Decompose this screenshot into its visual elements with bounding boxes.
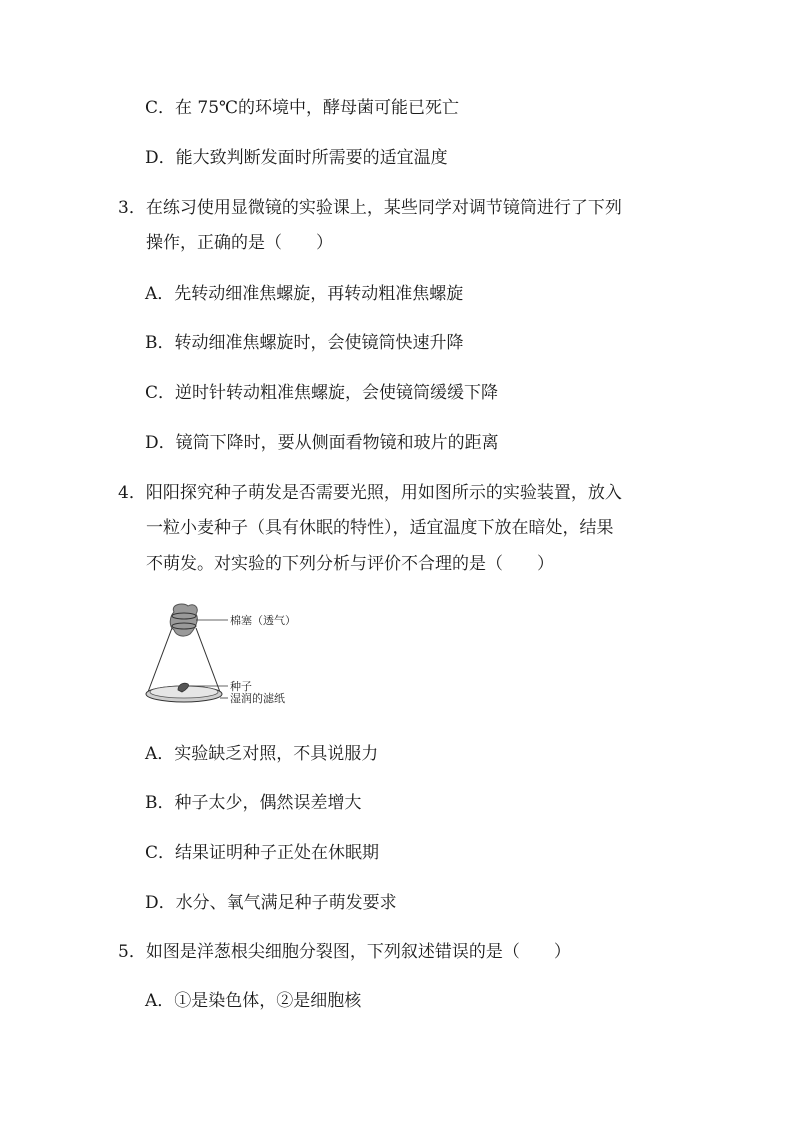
- q4-option-d: D．水分、氧气满足种子萌发要求: [145, 893, 397, 913]
- q2-option-c: C．在 75℃的环境中，酵母菌可能已死亡: [145, 98, 460, 118]
- q5-option-a: A．①是染色体，②是细胞核: [145, 991, 362, 1011]
- q3-option-c: C．逆时针转动粗准焦螺旋，会使镜筒缓缓下降: [145, 383, 499, 403]
- seed-germination-figure: [140, 602, 320, 712]
- q3-option-b: B．转动细准焦螺旋时，会使镜筒快速升降: [145, 333, 464, 353]
- q4-stem-line-2: 一粒小麦种子（具有休眠的特性），适宜温度下放在暗处，结果: [146, 518, 614, 538]
- q5-stem-line-1: 5．如图是洋葱根尖细胞分裂图，下列叙述错误的是（ ）: [118, 942, 571, 962]
- q3-stem-line-1: 3．在练习使用显微镜的实验课上，某些同学对调节镜筒进行了下列: [118, 198, 622, 218]
- label-cotton-plug: 棉塞（透气）: [230, 614, 296, 627]
- q4-option-a: A．实验缺乏对照，不具说服力: [145, 744, 379, 764]
- q4-option-b: B．种子太少，偶然误差增大: [145, 793, 362, 813]
- q4-stem-line-1: 4．阳阳探究种子萌发是否需要光照，用如图所示的实验装置，放入: [118, 483, 622, 503]
- q3-stem-line-2: 操作，正确的是（ ）: [146, 233, 333, 253]
- q4-stem-line-3: 不萌发。对实验的下列分析与评价不合理的是（ ）: [146, 554, 554, 574]
- label-wet-filter-paper: 湿润的滤纸: [230, 692, 285, 705]
- q4-option-c: C．结果证明种子正处在休眠期: [145, 843, 380, 863]
- label-seed: 种子: [230, 680, 252, 693]
- q3-option-a: A．先转动细准焦螺旋，再转动粗准焦螺旋: [145, 284, 464, 304]
- q3-option-d: D．镜筒下降时，要从侧面看物镜和玻片的距离: [145, 433, 499, 453]
- cotton-plug-icon: [170, 604, 197, 636]
- q2-option-d: D．能大致判断发面时所需要的适宜温度: [145, 148, 448, 168]
